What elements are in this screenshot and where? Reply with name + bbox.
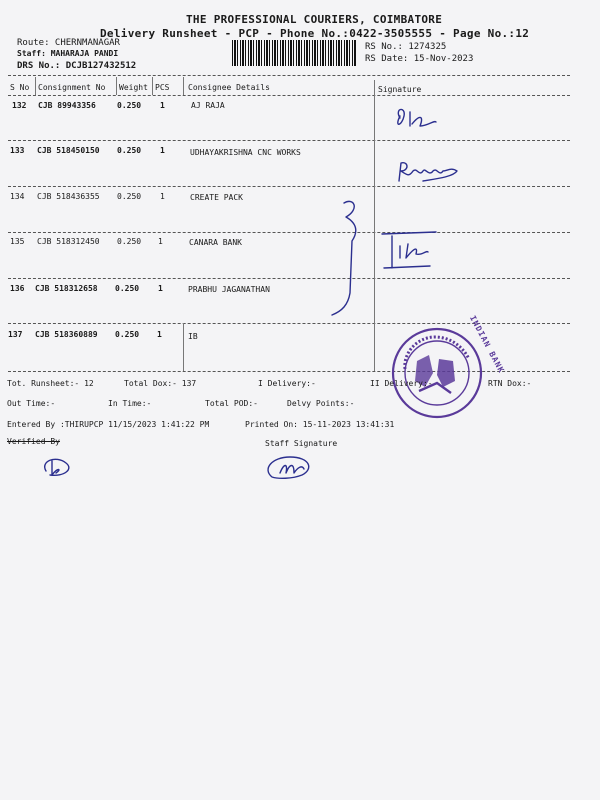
verified-by-signature [40,455,80,477]
row-weight: 0.250 [117,192,142,201]
company-name: THE PROFESSIONAL COURIERS, COIMBATORE [186,13,443,26]
col-divider [116,77,117,95]
row-sno: 133 [10,146,25,155]
row-consignee: AJ RAJA [191,101,225,110]
rs-date: RS Date: 15-Nov-2023 [365,54,474,64]
row-sno: 132 [12,101,27,110]
col-sno: S No [10,83,30,92]
staff-signature-mark [262,453,317,481]
row-pcs: 1 [160,146,165,155]
row-pcs: 1 [160,101,165,110]
i-delivery: I Delivery:- [258,379,316,388]
row-sno: 136 [10,284,25,293]
staff-signature-label: Staff Signature [265,439,338,448]
rs-number: RS No.: 1274325 [365,42,447,52]
row-consignment: CJB 518436355 [37,192,100,201]
printed-on: Printed On: 15-11-2023 13:41:31 [245,420,395,429]
col-divider [35,77,36,95]
tot-runsheet: Tot. Runsheet:- 12 [7,379,94,388]
row-weight: 0.250 [115,330,140,339]
row-rule [8,186,570,187]
col-divider [183,323,184,371]
header-bottom-rule [8,95,570,96]
rtn-dox: RTN Dox:- [488,379,532,388]
signature-row-135 [380,228,440,273]
ii-delivery: II Delivery:- [370,379,433,388]
col-consignment: Consignment No [38,83,106,92]
row-rule [8,232,570,233]
staff-label: Staff: MAHARAJA PANDI [17,49,119,58]
row-consignee: UDHAYAKRISHNA CNC WORKS [190,148,301,157]
row-consignee: CREATE PACK [190,193,243,202]
total-dox: Total Dox:- 137 [124,379,197,388]
row-weight: 0.250 [115,284,140,293]
total-pod: Total POD:- [205,399,258,408]
bank-stamp [389,325,485,421]
row-consignment: CJB 518360889 [35,330,98,339]
verified-by-label: Verified By [7,437,60,446]
col-divider [374,95,375,371]
row-consignment: CJB 518312450 [37,237,100,246]
header-top-rule [8,75,570,76]
row-rule [8,278,570,279]
row-consignment: CJB 518312658 [35,284,98,293]
col-divider [152,77,153,95]
col-consignee: Consignee Details [188,83,270,92]
stamp-text: INDIAN BANK [467,314,506,375]
route-label: Route: CHERNMANAGAR [17,38,120,48]
entered-by: Entered By :THIRUPCP 11/15/2023 1:41:22 PM [7,420,210,429]
row-rule [8,323,570,324]
row-sno: 134 [10,192,25,201]
row-sno: 137 [8,330,23,339]
row-pcs: 1 [158,237,163,246]
row-consignment: CJB 518450150 [37,146,100,155]
row-pcs: 1 [160,192,165,201]
signature-row-133 [395,157,465,187]
signature-row-132 [390,104,440,134]
row-consignee: IB [188,332,198,341]
col-weight: Weight [119,83,148,92]
row-pcs: 1 [157,330,162,339]
row-weight: 0.250 [117,237,142,246]
row-consignee: PRABHU JAGANATHAN [188,285,270,294]
in-time: In Time:- [108,399,152,408]
table-bottom-rule [8,371,570,372]
row-weight: 0.250 [117,101,142,110]
col-pcs: PCS [155,83,170,92]
row-consignee: CANARA BANK [189,238,242,247]
col-divider [183,77,184,95]
row-sno: 135 [10,237,25,246]
row-weight: 0.250 [117,146,142,155]
row-consignment: CJB 89943356 [38,101,96,110]
runsheet-subtitle: Delivery Runsheet - PCP - Phone No.:0422-3505555 - Page No.:12 [100,27,530,40]
delvy-points: Delvy Points:- [287,399,355,408]
barcode [232,40,357,66]
col-signature: Signature [378,85,422,94]
pen-stroke [330,195,370,320]
out-time: Out Time:- [7,399,56,408]
row-rule [8,140,570,141]
drs-number: DRS No.: DCJB127432512 [17,61,137,71]
row-pcs: 1 [158,284,163,293]
